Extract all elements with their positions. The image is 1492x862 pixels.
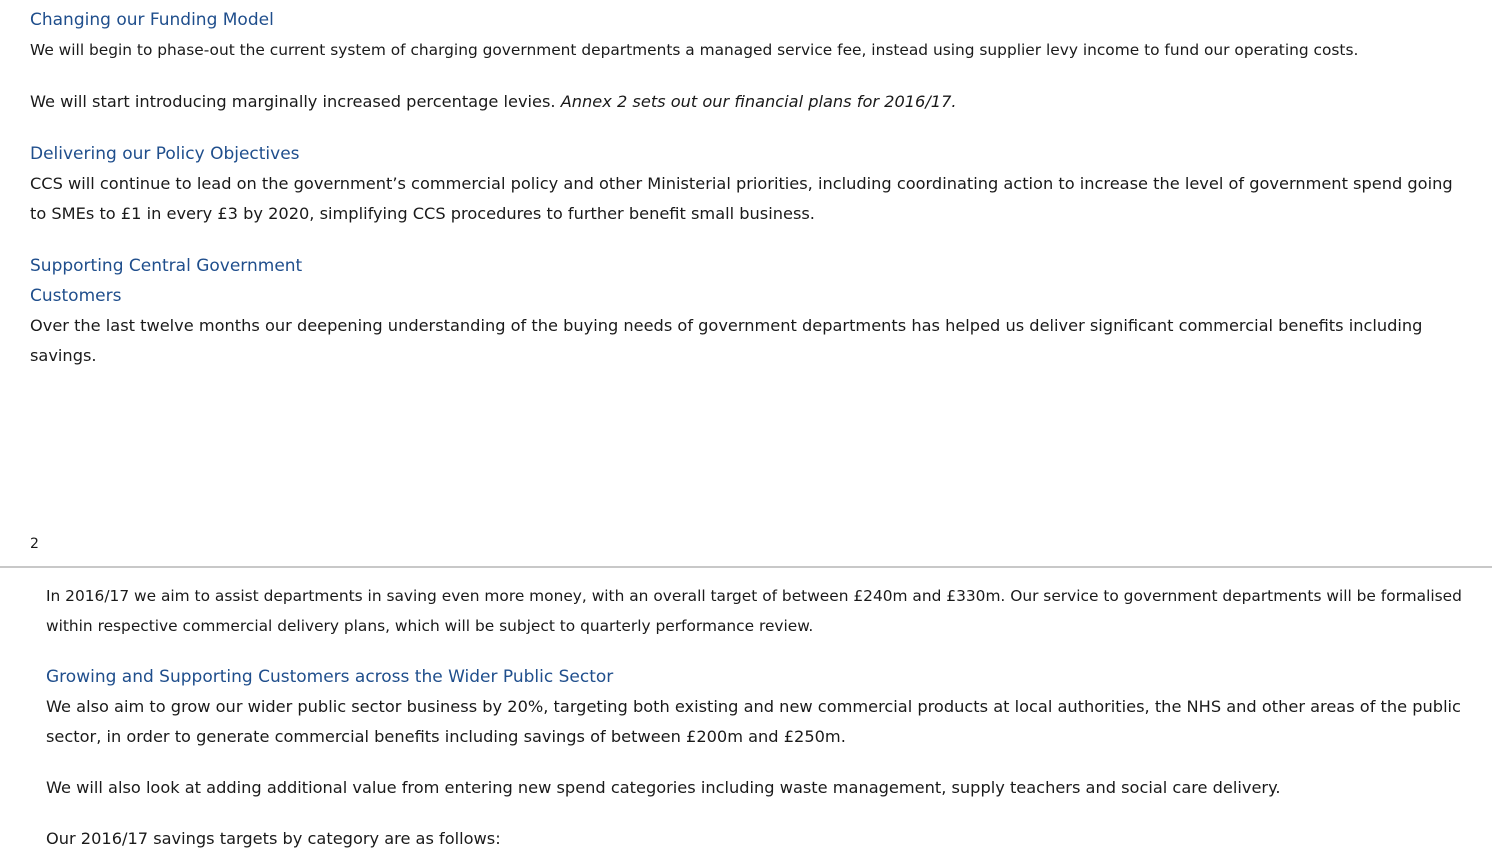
policy-objectives-paragraph: CCS will continue to lead on the government’s commercial policy and other Ministerial priorities, including coordinating action to increase the level of government spend going to SMEs to £1 in every £3 by 2020, simplifying CCS procedures to further benefit small business. [30,174,1453,223]
central-government-heading-line-1: Supporting Central Government [30,256,303,276]
new-spend-categories-paragraph: We will also look at adding additional value from entering new spend categories including waste management, supply teachers and social care delivery. [46,778,1281,797]
page-2-content [46,581,1466,854]
funding-model-heading: Changing our Funding Model [30,10,274,30]
wider-public-sector-heading: Growing and Supporting Customers across the Wider Public Sector [46,667,614,687]
departments-savings-paragraph: In 2016/17 we aim to assist departments in saving even more money, with an overall target of between £240m and £330m. Our service to government departments will be formalised within respective commercial delivery plans, which will be subject to quarterly performance review. [46,587,1462,635]
levies-text: We will start introducing marginally increased percentage levies. [30,92,561,111]
document-page-2 [0,568,1492,862]
central-government-heading-line-2: Customers [30,286,122,306]
levies-paragraph [30,87,1464,117]
central-government-paragraph: Over the last twelve months our deepening understanding of the buying needs of government departments has helped us deliver significant commercial benefits including savings. [30,316,1423,365]
policy-objectives-heading: Delivering our Policy Objectives [30,144,300,164]
savings-targets-intro: Our 2016/17 savings targets by category are as follows: [46,829,501,848]
page-1-content [30,5,1464,371]
page-number: 2 [30,536,39,552]
annex-reference: Annex 2 sets out our financial plans for 2016/17. [560,92,957,111]
wider-public-sector-paragraph: We also aim to grow our wider public sector business by 20%, targeting both existing and new commercial products at local authorities, the NHS and other areas of the public sector, in order to generate commercial benefits including savings of between £200m and £250m. [46,697,1461,746]
funding-model-paragraph: We will begin to phase-out the current system of charging government departments a managed service fee, instead using supplier levy income to fund our operating costs. [30,41,1359,59]
